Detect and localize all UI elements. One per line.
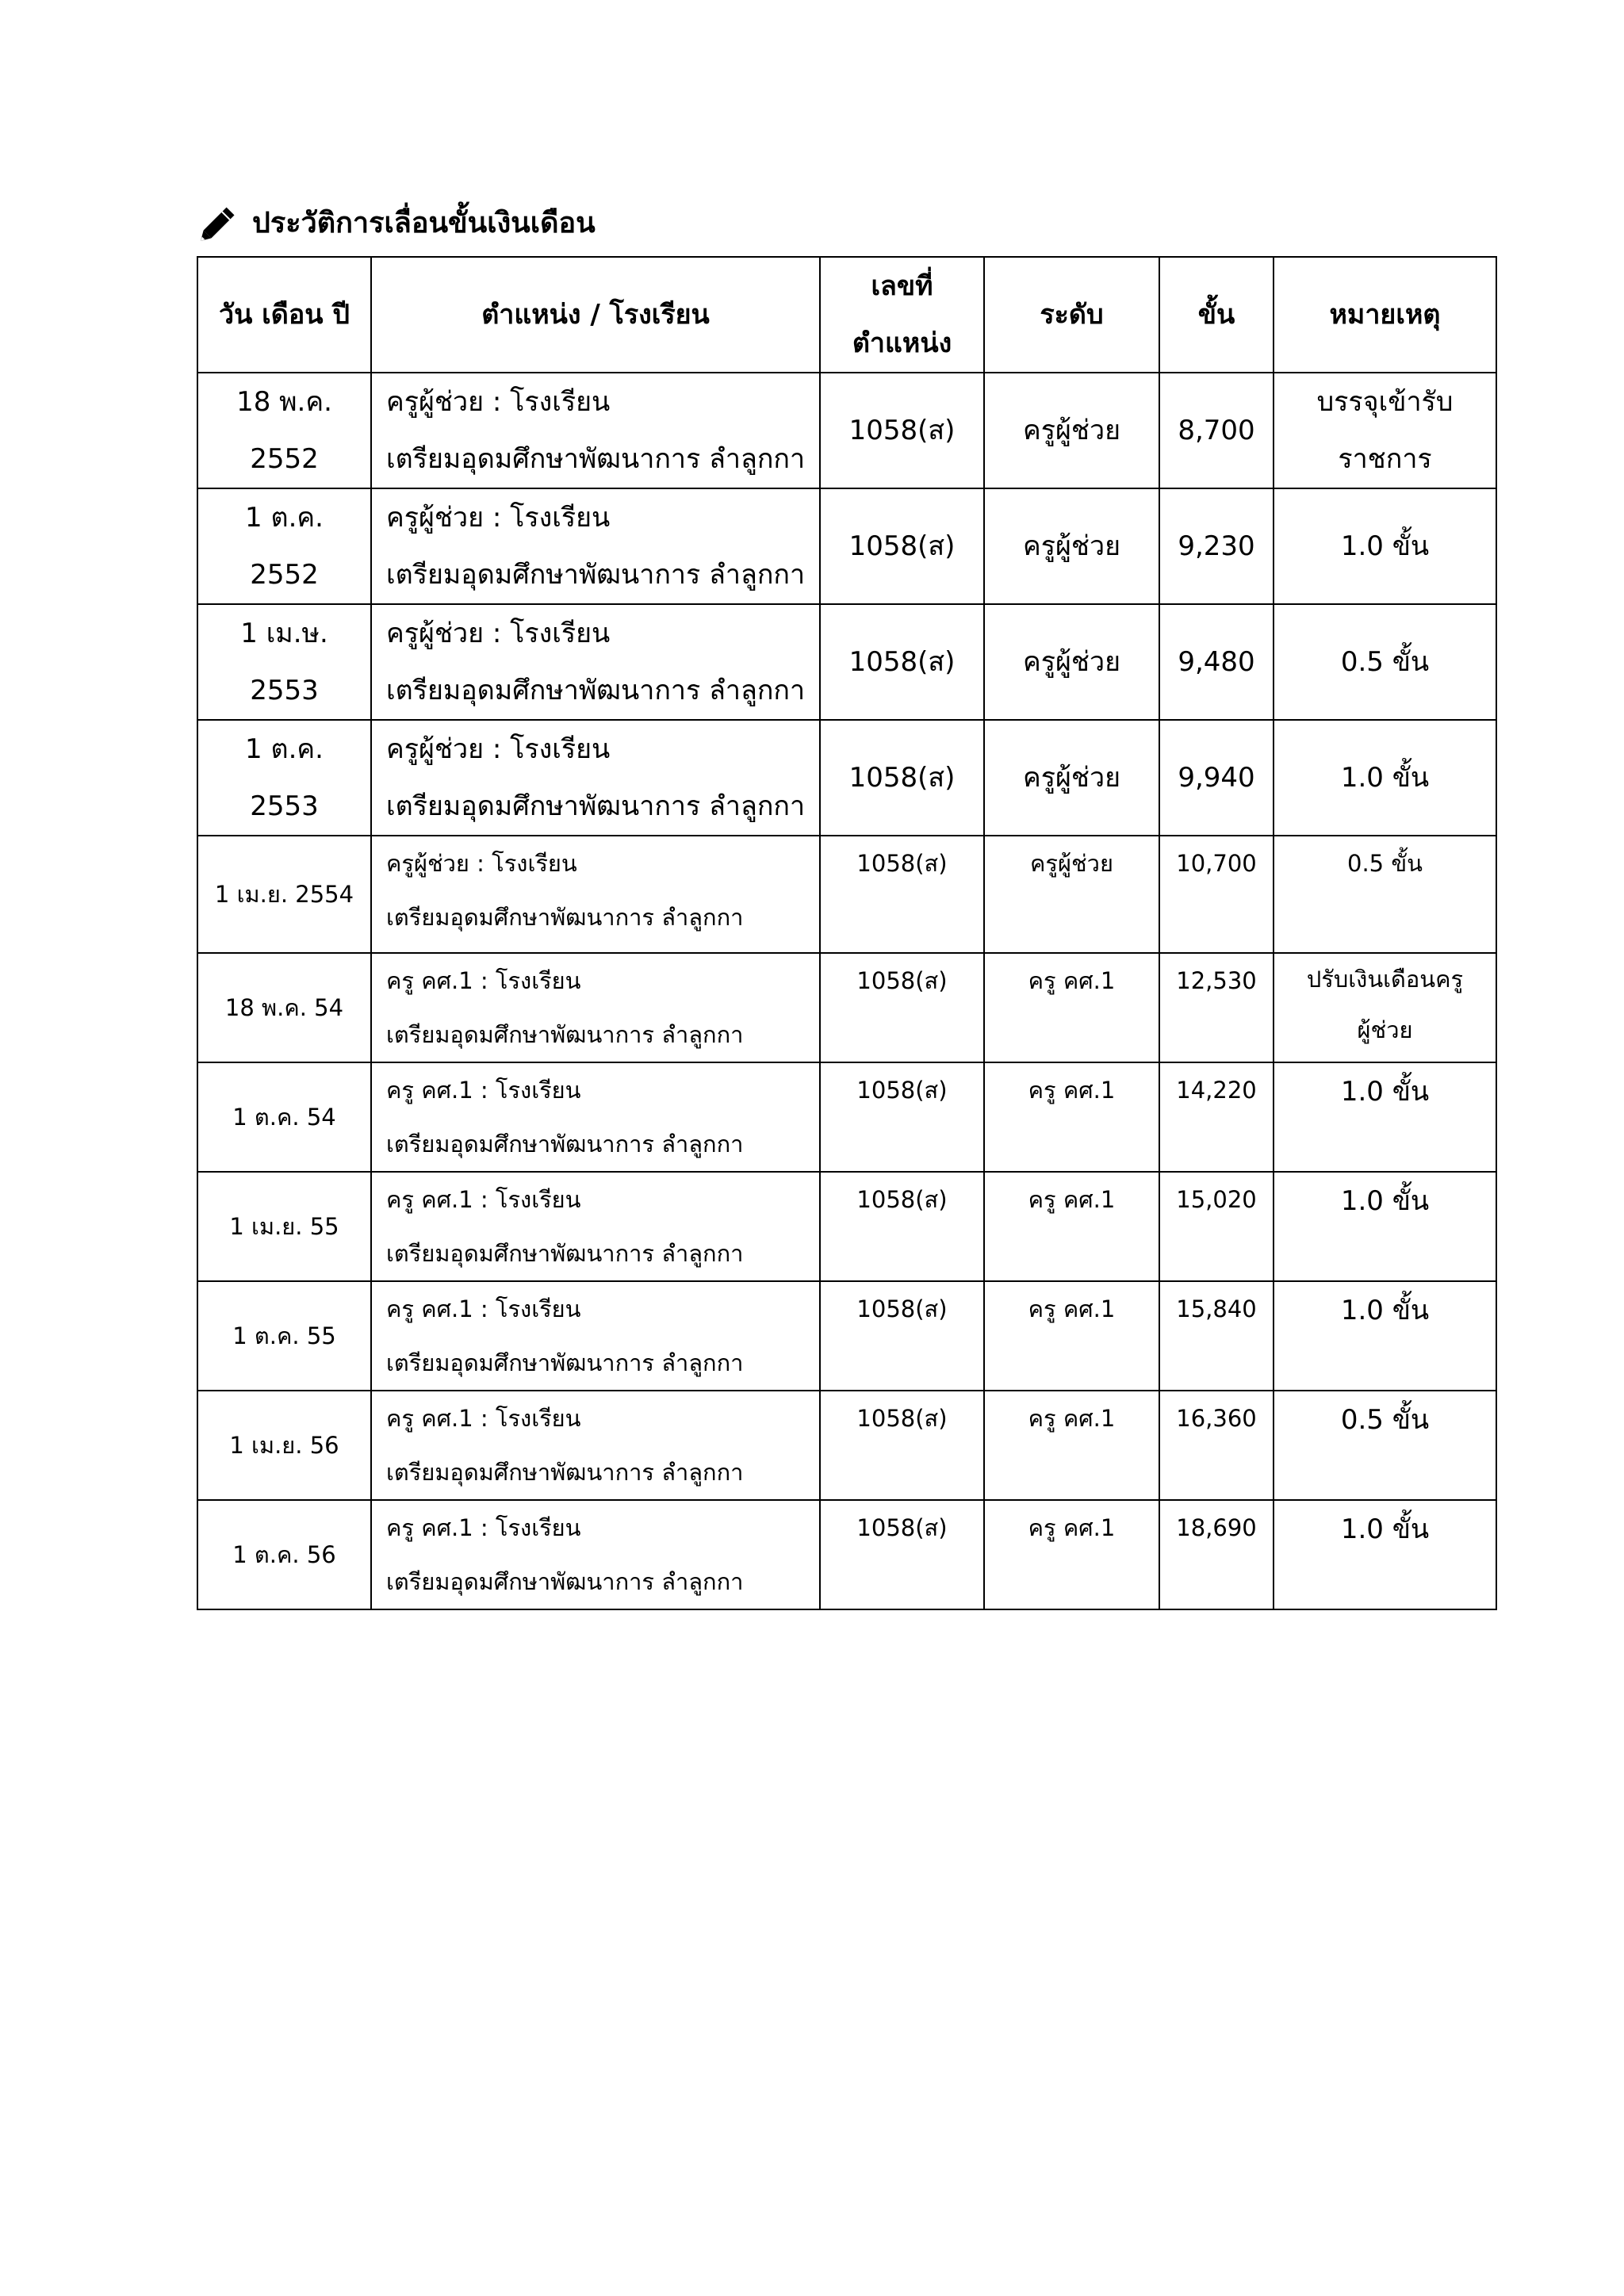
cell-position-line2: เตรียมอุดมศึกษาพัฒนาการ ลำลูกกา	[386, 904, 744, 931]
cell-position-line1: ครูผู้ช่วย : โรงเรียน	[386, 502, 611, 534]
cell-date-line1: 1 เม.ษ.	[240, 618, 328, 649]
cell-date: 1 ต.ค. 55	[197, 1281, 371, 1391]
cell-position	[371, 836, 820, 953]
header-step: ขั้น	[1159, 257, 1274, 373]
pencil-icon	[197, 202, 239, 245]
cell-position	[371, 488, 820, 604]
cell-level: ครู คศ.1	[984, 1500, 1159, 1609]
cell-step: 18,690	[1159, 1500, 1274, 1609]
cell-level: ครู คศ.1	[984, 1281, 1159, 1391]
table-row	[197, 1391, 1496, 1500]
cell-date-line1: 1 ต.ค.	[245, 733, 324, 765]
table-header-row	[197, 257, 1496, 373]
cell-note: 1.0 ขั้น	[1274, 488, 1496, 604]
cell-date: 1 เม.ย. 55	[197, 1172, 371, 1281]
header-position-no	[820, 257, 984, 373]
cell-date: 1 เม.ย. 56	[197, 1391, 371, 1500]
cell-position-line2: เตรียมอุดมศึกษาพัฒนาการ ลำลูกกา	[386, 443, 806, 475]
table-row	[197, 1062, 1496, 1172]
cell-step: 9,230	[1159, 488, 1274, 604]
cell-position-line2: เตรียมอุดมศึกษาพัฒนาการ ลำลูกกา	[386, 790, 806, 822]
cell-note-line2: ราชการ	[1338, 443, 1432, 475]
cell-date: 1 ต.ค. 54	[197, 1062, 371, 1172]
cell-position-line1: ครู คศ.1 : โรงเรียน	[386, 1405, 581, 1432]
cell-level: ครู คศ.1	[984, 1391, 1159, 1500]
cell-step: 15,020	[1159, 1172, 1274, 1281]
cell-position-no: 1058(ส)	[820, 604, 984, 720]
cell-note: 0.5 ขั้น	[1274, 1391, 1496, 1500]
cell-step: 14,220	[1159, 1062, 1274, 1172]
cell-step: 9,480	[1159, 604, 1274, 720]
cell-position-no: 1058(ส)	[820, 1500, 984, 1609]
cell-position-line1: ครูผู้ช่วย : โรงเรียน	[386, 618, 611, 649]
cell-position-line1: ครูผู้ช่วย : โรงเรียน	[386, 850, 577, 877]
cell-position-line2: เตรียมอุดมศึกษาพัฒนาการ ลำลูกกา	[386, 1349, 744, 1376]
cell-position-no: 1058(ส)	[820, 836, 984, 953]
cell-note	[1274, 373, 1496, 488]
salary-history-table	[197, 256, 1497, 1610]
cell-date-line1: 1 ต.ค.	[245, 502, 324, 534]
cell-step: 12,530	[1159, 953, 1274, 1062]
cell-position-no: 1058(ส)	[820, 1281, 984, 1391]
cell-position-no: 1058(ส)	[820, 373, 984, 488]
header-level: ระดับ	[984, 257, 1159, 373]
cell-position-line2: เตรียมอุดมศึกษาพัฒนาการ ลำลูกกา	[386, 1021, 744, 1048]
cell-date-line2: 2552	[250, 443, 319, 475]
cell-position-no: 1058(ส)	[820, 720, 984, 836]
cell-note: 1.0 ขั้น	[1274, 1172, 1496, 1281]
table-row	[197, 836, 1496, 953]
table-row	[197, 604, 1496, 720]
cell-note: 1.0 ขั้น	[1274, 1500, 1496, 1609]
cell-step: 15,840	[1159, 1281, 1274, 1391]
cell-position-no: 1058(ส)	[820, 488, 984, 604]
cell-position-no: 1058(ส)	[820, 1172, 984, 1281]
cell-position-line2: เตรียมอุดมศึกษาพัฒนาการ ลำลูกกา	[386, 559, 806, 591]
cell-position-line2: เตรียมอุดมศึกษาพัฒนาการ ลำลูกกา	[386, 1459, 744, 1486]
cell-note: 0.5 ขั้น	[1274, 604, 1496, 720]
cell-date-line2: 2553	[250, 675, 319, 706]
cell-position	[371, 953, 820, 1062]
table-row	[197, 953, 1496, 1062]
cell-position-no: 1058(ส)	[820, 1062, 984, 1172]
cell-position	[371, 1281, 820, 1391]
cell-date: 1 เม.ย. 2554	[197, 836, 371, 953]
cell-date	[197, 488, 371, 604]
cell-level: ครูผู้ช่วย	[984, 604, 1159, 720]
cell-date-line2: 2553	[250, 790, 319, 822]
cell-date-line2: 2552	[250, 559, 319, 591]
header-note: หมายเหตุ	[1274, 257, 1496, 373]
cell-position-line1: ครู คศ.1 : โรงเรียน	[386, 1077, 581, 1104]
cell-note-line1: บรรจุเข้ารับ	[1316, 386, 1454, 418]
cell-position-line2: เตรียมอุดมศึกษาพัฒนาการ ลำลูกกา	[386, 675, 806, 706]
cell-step: 9,940	[1159, 720, 1274, 836]
cell-position-line2: เตรียมอุดมศึกษาพัฒนาการ ลำลูกกา	[386, 1568, 744, 1595]
cell-step: 8,700	[1159, 373, 1274, 488]
cell-position	[371, 1391, 820, 1500]
table-row	[197, 1172, 1496, 1281]
cell-date	[197, 604, 371, 720]
cell-position-line2: เตรียมอุดมศึกษาพัฒนาการ ลำลูกกา	[386, 1131, 744, 1158]
cell-date: 1 ต.ค. 56	[197, 1500, 371, 1609]
cell-position-no: 1058(ส)	[820, 953, 984, 1062]
cell-position	[371, 720, 820, 836]
cell-position-line1: ครู คศ.1 : โรงเรียน	[386, 967, 581, 994]
cell-note-line1: ปรับเงินเดือนครู	[1306, 966, 1464, 993]
table-row	[197, 1500, 1496, 1609]
cell-level: ครู คศ.1	[984, 1172, 1159, 1281]
table-row	[197, 373, 1496, 488]
cell-date-line1: 18 พ.ค.	[236, 386, 332, 418]
cell-position	[371, 604, 820, 720]
cell-note: 1.0 ขั้น	[1274, 1281, 1496, 1391]
section-heading	[197, 198, 596, 249]
cell-position	[371, 373, 820, 488]
table-row	[197, 720, 1496, 836]
cell-level: ครูผู้ช่วย	[984, 373, 1159, 488]
cell-level: ครูผู้ช่วย	[984, 836, 1159, 953]
cell-note	[1274, 953, 1496, 1062]
table-row	[197, 488, 1496, 604]
cell-position-line2: เตรียมอุดมศึกษาพัฒนาการ ลำลูกกา	[386, 1240, 744, 1267]
section-title: ประวัติการเลื่อนขั้นเงินเดือน	[252, 207, 596, 239]
cell-position	[371, 1500, 820, 1609]
cell-position	[371, 1172, 820, 1281]
cell-step: 10,700	[1159, 836, 1274, 953]
cell-date: 18 พ.ค. 54	[197, 953, 371, 1062]
cell-step: 16,360	[1159, 1391, 1274, 1500]
cell-note: 0.5 ขั้น	[1274, 836, 1496, 953]
cell-date	[197, 373, 371, 488]
cell-position-line1: ครู คศ.1 : โรงเรียน	[386, 1186, 581, 1213]
cell-position-line1: ครูผู้ช่วย : โรงเรียน	[386, 386, 611, 418]
table-row	[197, 1281, 1496, 1391]
header-position-no-line1: เลขที่	[871, 270, 933, 302]
cell-level: ครูผู้ช่วย	[984, 488, 1159, 604]
cell-level: ครูผู้ช่วย	[984, 720, 1159, 836]
cell-position	[371, 1062, 820, 1172]
cell-date	[197, 720, 371, 836]
cell-note: 1.0 ขั้น	[1274, 720, 1496, 836]
cell-level: ครู คศ.1	[984, 953, 1159, 1062]
cell-position-no: 1058(ส)	[820, 1391, 984, 1500]
cell-position-line1: ครูผู้ช่วย : โรงเรียน	[386, 733, 611, 765]
header-position-no-line2: ตำแหน่ง	[852, 327, 952, 359]
cell-level: ครู คศ.1	[984, 1062, 1159, 1172]
cell-note: 1.0 ขั้น	[1274, 1062, 1496, 1172]
header-position: ตำแหน่ง / โรงเรียน	[371, 257, 820, 373]
cell-position-line1: ครู คศ.1 : โรงเรียน	[386, 1514, 581, 1541]
cell-note-line2: ผู้ช่วย	[1357, 1016, 1413, 1043]
header-date: วัน เดือน ปี	[197, 257, 371, 373]
cell-position-line1: ครู คศ.1 : โรงเรียน	[386, 1295, 581, 1322]
